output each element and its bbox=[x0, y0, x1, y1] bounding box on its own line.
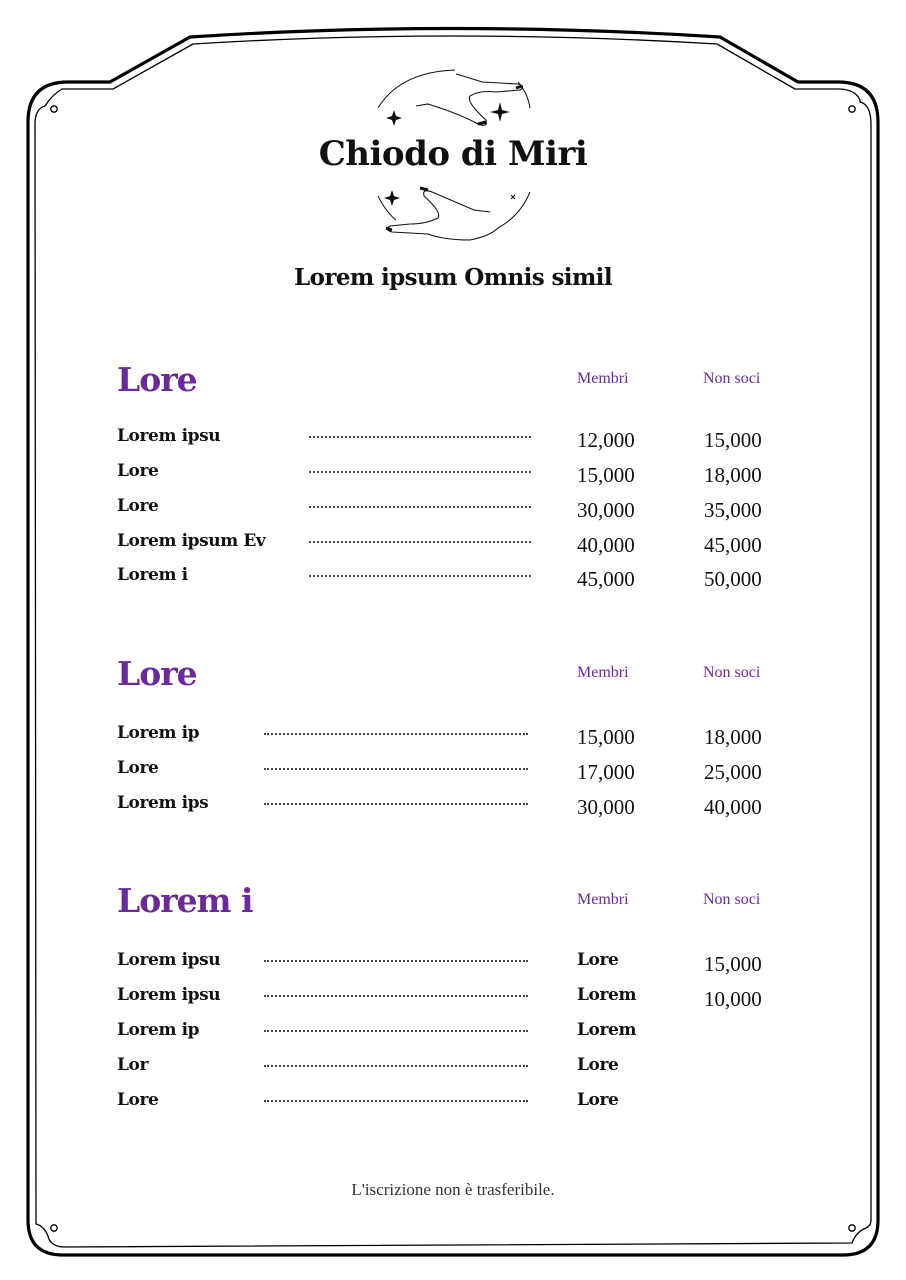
price-members: 17,000 bbox=[577, 760, 635, 784]
item-name: Lorem i bbox=[117, 565, 188, 585]
price-nonmembers: 18,000 bbox=[704, 463, 762, 487]
price-members: 15,000 bbox=[577, 463, 635, 487]
price-nonmembers: 15,000 bbox=[704, 952, 762, 976]
price-nonmembers: 18,000 bbox=[704, 725, 762, 749]
item-name: Lore bbox=[117, 461, 159, 481]
item-name: Lorem ipsu bbox=[117, 426, 221, 446]
item-name: Lorem ipsu bbox=[117, 985, 221, 1005]
price-row bbox=[117, 461, 797, 491]
price-row bbox=[117, 426, 797, 456]
price-members: Lorem bbox=[577, 1020, 637, 1040]
price-members: Lore bbox=[577, 950, 619, 970]
price-row bbox=[117, 793, 797, 823]
price-nonmembers: 50,000 bbox=[704, 567, 762, 591]
item-name: Lore bbox=[117, 758, 159, 778]
price-members: 30,000 bbox=[577, 498, 635, 522]
item-name: Lorem ipsu bbox=[117, 950, 221, 970]
price-row bbox=[117, 565, 797, 595]
price-members: 12,000 bbox=[577, 428, 635, 452]
price-members: Lore bbox=[577, 1090, 619, 1110]
footer-note: L'iscrizione non è trasferibile. bbox=[351, 1180, 555, 1199]
column-header-members: Membri bbox=[577, 664, 629, 681]
price-row bbox=[117, 531, 797, 561]
item-name: Lor bbox=[117, 1055, 149, 1075]
section-title: Lore bbox=[117, 654, 197, 693]
price-nonmembers: 25,000 bbox=[704, 760, 762, 784]
item-name: Lorem ip bbox=[117, 1020, 200, 1040]
dot-leader bbox=[264, 1030, 528, 1034]
column-header-nonmembers: Non soci bbox=[703, 370, 761, 387]
dot-leader bbox=[309, 506, 531, 510]
price-row bbox=[117, 985, 797, 1015]
dot-leader bbox=[309, 436, 531, 440]
dot-leader bbox=[264, 733, 528, 737]
item-name: Lorem ipsum Ev bbox=[117, 531, 266, 551]
item-name: Lorem ips bbox=[117, 793, 209, 813]
price-row bbox=[117, 1090, 797, 1120]
page-subtitle: Lorem ipsum Omnis simil bbox=[294, 264, 612, 291]
dot-leader bbox=[264, 768, 528, 772]
column-header-nonmembers: Non soci bbox=[703, 891, 761, 908]
item-name: Lore bbox=[117, 496, 159, 516]
dot-leader bbox=[309, 575, 531, 579]
section-title: Lore bbox=[117, 360, 197, 399]
dot-leader bbox=[264, 1065, 528, 1069]
price-nonmembers: 45,000 bbox=[704, 533, 762, 557]
dot-leader bbox=[264, 995, 528, 999]
price-members: 30,000 bbox=[577, 795, 635, 819]
price-row bbox=[117, 1020, 797, 1050]
price-row bbox=[117, 1055, 797, 1085]
dot-leader bbox=[264, 1100, 528, 1104]
price-row bbox=[117, 496, 797, 526]
price-row bbox=[117, 723, 797, 753]
price-row bbox=[117, 950, 797, 980]
dot-leader bbox=[264, 960, 528, 964]
price-nonmembers: 10,000 bbox=[704, 987, 762, 1011]
column-header-members: Membri bbox=[577, 370, 629, 387]
price-nonmembers: 15,000 bbox=[704, 428, 762, 452]
price-members: Lore bbox=[577, 1055, 619, 1075]
dot-leader bbox=[309, 541, 531, 545]
price-nonmembers: 40,000 bbox=[704, 795, 762, 819]
item-name: Lore bbox=[117, 1090, 159, 1110]
column-header-nonmembers: Non soci bbox=[703, 664, 761, 681]
price-members: 15,000 bbox=[577, 725, 635, 749]
dot-leader bbox=[264, 803, 528, 807]
price-row bbox=[117, 758, 797, 788]
brand-name: Chiodo di Miri bbox=[318, 134, 588, 174]
section-title: Lorem i bbox=[117, 881, 253, 920]
price-nonmembers: 35,000 bbox=[704, 498, 762, 522]
price-members: Lorem bbox=[577, 985, 637, 1005]
dot-leader bbox=[309, 471, 531, 475]
price-members: 45,000 bbox=[577, 567, 635, 591]
column-header-members: Membri bbox=[577, 891, 629, 908]
price-members: 40,000 bbox=[577, 533, 635, 557]
item-name: Lorem ip bbox=[117, 723, 200, 743]
